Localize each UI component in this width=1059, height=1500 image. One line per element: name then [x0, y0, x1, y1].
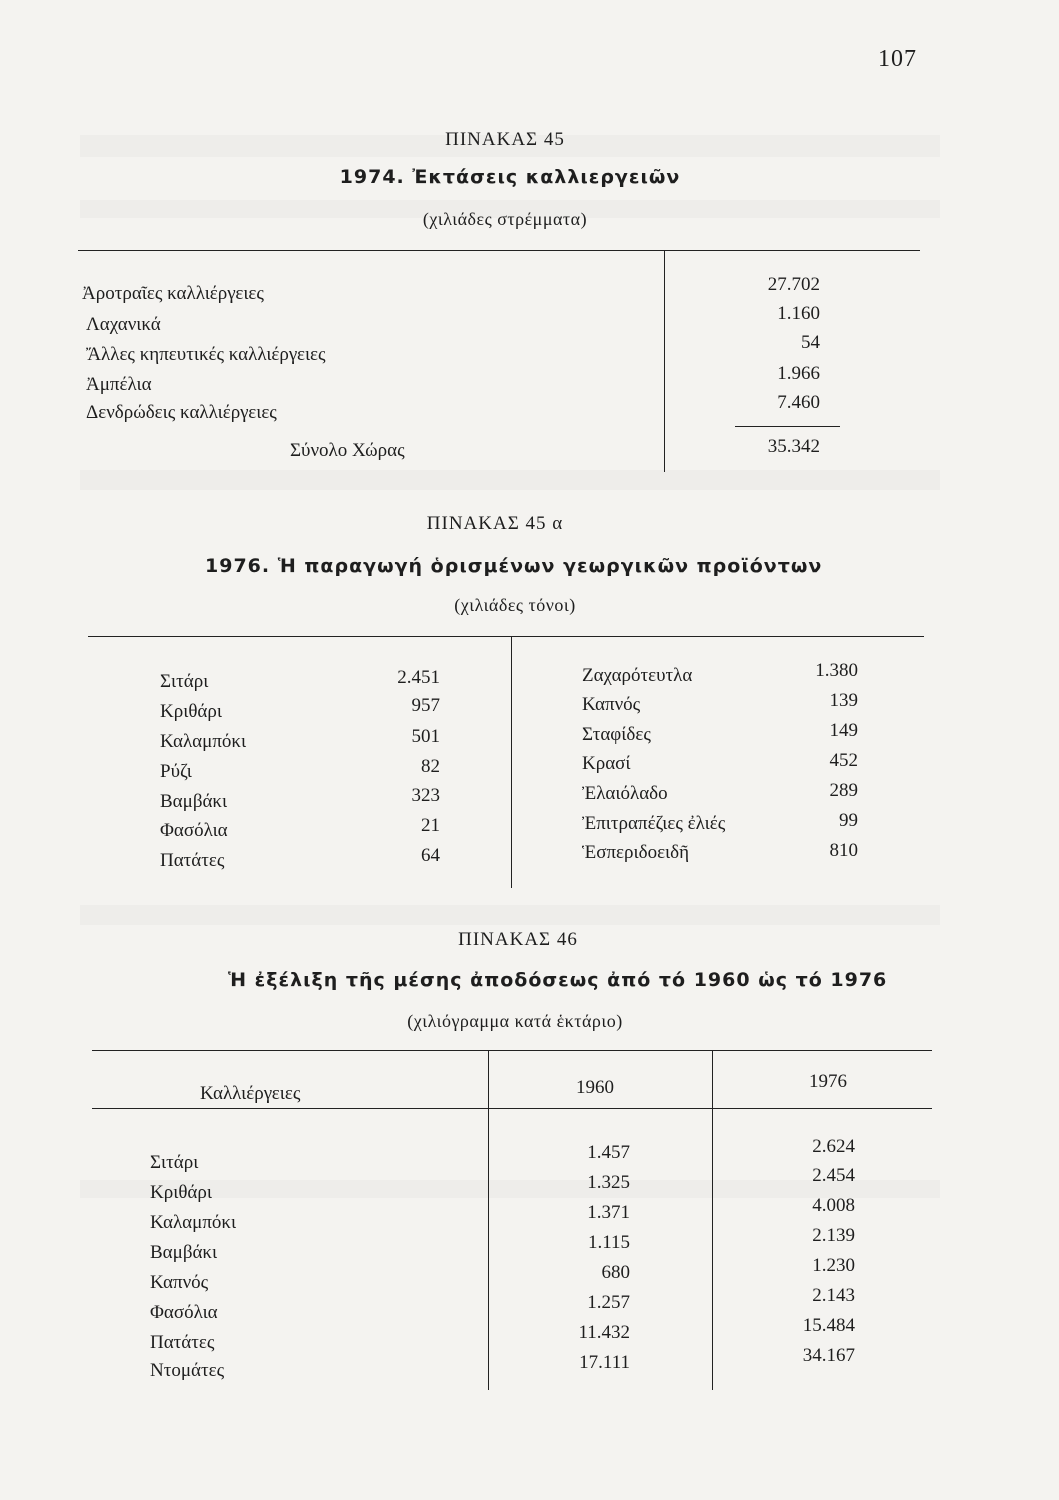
value-1976: 2.454 [812, 1165, 855, 1186]
row-value: 54 [801, 332, 820, 353]
value-1960: 680 [601, 1262, 630, 1283]
row-label: Ἀροτραῖες καλλιέργειες [82, 283, 264, 304]
value-1960: 1.325 [587, 1172, 630, 1193]
row-label: Ἀμπέλια [86, 374, 152, 395]
table-top-rule [78, 250, 920, 251]
value-1976: 2.624 [812, 1136, 855, 1157]
value-1960: 1.257 [587, 1292, 630, 1313]
value-1976: 34.167 [802, 1345, 855, 1366]
row-label: Ρύζι [160, 761, 192, 782]
row-label: Σιτάρι [150, 1152, 199, 1173]
row-value: 2.451 [397, 667, 440, 688]
table-label: ΠΙΝΑΚΑΣ 45 [445, 129, 565, 150]
row-value: 149 [829, 720, 858, 741]
value-1976: 2.139 [812, 1225, 855, 1246]
total-value: 35.342 [767, 436, 820, 457]
row-label: Κριθάρι [160, 701, 222, 722]
row-label: Καλαμπόκι [160, 731, 247, 752]
total-label: Σύνολο Χώρας [290, 440, 405, 461]
row-label: Πατάτες [150, 1332, 215, 1353]
value-1976: 15.484 [802, 1315, 855, 1336]
table-unit: (χιλιόγραμμα κατά ἑκτάριο) [407, 1011, 623, 1031]
table-unit: (χιλιάδες στρέμματα) [422, 209, 588, 229]
value-1960: 17.111 [579, 1352, 630, 1373]
value-1976: 1.230 [812, 1255, 855, 1276]
column-divider [511, 636, 512, 888]
row-value: 99 [839, 810, 858, 831]
row-value: 957 [411, 695, 440, 716]
table-top-rule [92, 1050, 932, 1051]
row-label: Ζαχαρότευτλα [582, 665, 693, 686]
table-label: ΠΙΝΑΚΑΣ 46 [458, 929, 578, 950]
bleed-through [80, 470, 940, 490]
row-label: Καπνός [582, 694, 641, 715]
row-label: Φασόλια [150, 1302, 218, 1323]
row-label: Λαχανικά [86, 314, 161, 335]
row-label: Δενδρώδεις καλλιέργειες [86, 402, 277, 423]
row-label: Ντομάτες [150, 1360, 225, 1381]
row-value: 7.460 [777, 392, 820, 413]
table-label: ΠΙΝΑΚΑΣ 45 α [426, 513, 564, 534]
table-title: 1976. Ἡ παραγωγή ὁρισμένων γεωργικῶν προϊόντων [205, 555, 823, 577]
page-number: 107 [878, 46, 917, 72]
table-title: 1974. Ἐκτάσεις καλλιεργειῶν [339, 166, 681, 188]
row-value: 21 [421, 815, 440, 836]
value-1960: 1.115 [587, 1232, 630, 1253]
bleed-through [80, 905, 940, 925]
value-1960: 1.371 [587, 1202, 630, 1223]
row-label: Φασόλια [160, 820, 228, 841]
row-label: Κρασί [582, 753, 631, 774]
value-1976: 4.008 [812, 1195, 855, 1216]
value-1976: 2.143 [812, 1285, 855, 1306]
row-value: 64 [421, 845, 440, 866]
row-value: 139 [829, 690, 858, 711]
row-label: Σταφίδες [582, 724, 651, 745]
column-divider [488, 1050, 489, 1390]
row-label: Ἐπιτραπέζιες ἐλιές [582, 813, 726, 834]
table-title: Ἡ ἐξέλιξη τῆς μέσης ἀποδόσεως ἀπό τό 1960 ὡς τό 1976 [228, 969, 888, 991]
row-label: Σιτάρι [160, 671, 209, 692]
row-value: 501 [411, 726, 440, 747]
row-label: Βαμβάκι [150, 1242, 218, 1263]
header-rule [92, 1108, 932, 1109]
value-1960: 11.432 [578, 1322, 630, 1343]
column-header: Καλλιέργειες [200, 1083, 301, 1104]
column-header: 1960 [576, 1077, 614, 1098]
row-label: Ἑσπεριδοειδῆ [582, 842, 690, 863]
row-label: Καλαμπόκι [150, 1212, 237, 1233]
row-value: 82 [421, 756, 440, 777]
column-header: 1976 [809, 1071, 847, 1092]
row-value: 1.160 [777, 303, 820, 324]
table-top-rule [88, 636, 924, 637]
sum-rule [735, 426, 840, 427]
row-label: Ἄλλες κηπευτικές καλλιέργειες [86, 344, 326, 365]
table-unit: (χιλιάδες τόνοι) [454, 595, 576, 615]
row-value: 323 [411, 785, 440, 806]
row-value: 289 [829, 780, 858, 801]
row-label: Βαμβάκι [160, 791, 228, 812]
row-label: Ἐλαιόλαδο [582, 783, 668, 804]
value-1960: 1.457 [587, 1142, 630, 1163]
row-label: Καπνός [150, 1272, 209, 1293]
row-value: 1.380 [815, 660, 858, 681]
row-value: 452 [829, 750, 858, 771]
row-label: Πατάτες [160, 850, 225, 871]
row-label: Κριθάρι [150, 1182, 212, 1203]
column-divider [664, 250, 665, 472]
row-value: 810 [829, 840, 858, 861]
column-divider [712, 1050, 713, 1390]
row-value: 1.966 [777, 363, 820, 384]
row-value: 27.702 [767, 274, 820, 295]
